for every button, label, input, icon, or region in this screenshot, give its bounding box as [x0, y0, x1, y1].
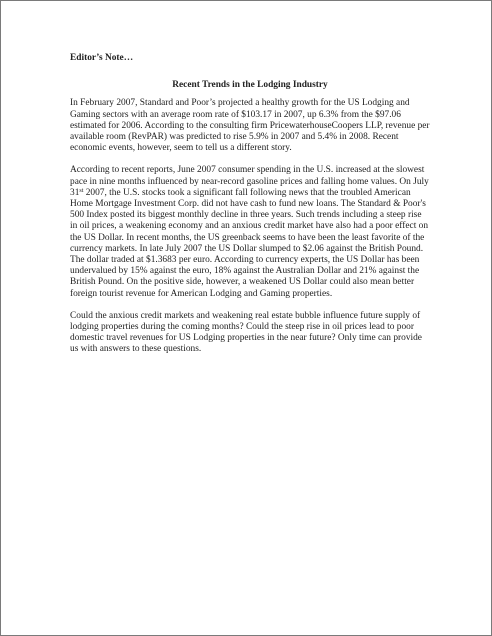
article-body [70, 53, 430, 367]
article-title: Recent Trends in the Lodging Industry [172, 80, 328, 91]
paragraph-2 [70, 165, 430, 299]
editor-note-heading: Editor’s Note… [70, 53, 134, 63]
ordinal-superscript: st [79, 187, 84, 194]
paragraph-2-part-1: According to recent reports, June 2007 consumer spending in the U.S. increased at the slowest pace in nine months influenced by near-record gasoline prices and falling home values. On July 31 [70, 165, 429, 198]
paragraph-1: In February 2007, Standard and Poor’s projected a healthy growth for the US Lodging and Gaming sectors with an average room rate of $103.17 in 2007, up 6.3% from the $97.06 estimated for 2006. According to the consulting firm PricewaterhouseCoopers LLP, revenue per available room (RevPAR) was predicted to rise 5.9% in 2007 and 5.4% in 2008. Recent economic events, however, seem to tell us a different story. [70, 98, 430, 154]
paragraph-3: Could the anxious credit markets and weakening real estate bubble influence future supply of lodging properties during the coming months? Could the steep rise in oil prices lead to poor domestic travel revenues for US Lodging properties in the near future? Only time can provide us with answers to these questions. [70, 310, 422, 355]
paragraph-2-part-2: 2007, the U.S. stocks took a significant fall following news that the troubled American Home Mortgage Investment Corp. did not have cash to fund new loans. The Standard & Poor's 500 Index posted its biggest monthly decline in three years. Such trends including a steep rise in oil prices, a weakening economy and an anxious credit market have also had a poor effect on the US Dollar. In recent months, the US greenback seems to have been the least favorite of the currency markets. In late July 2007 the US Dollar slumped to $2.06 against the British Pound. The dollar traded at $1.3683 per euro. According to currency experts, the US Dollar has been undervalued by 15% against the euro, 18% against the Australian Dollar and 21% against the British Pound. On the positive side, however, a weakened US Dollar could also mean better foreign tourist revenue for American Lodging and Gaming properties. [70, 187, 429, 299]
